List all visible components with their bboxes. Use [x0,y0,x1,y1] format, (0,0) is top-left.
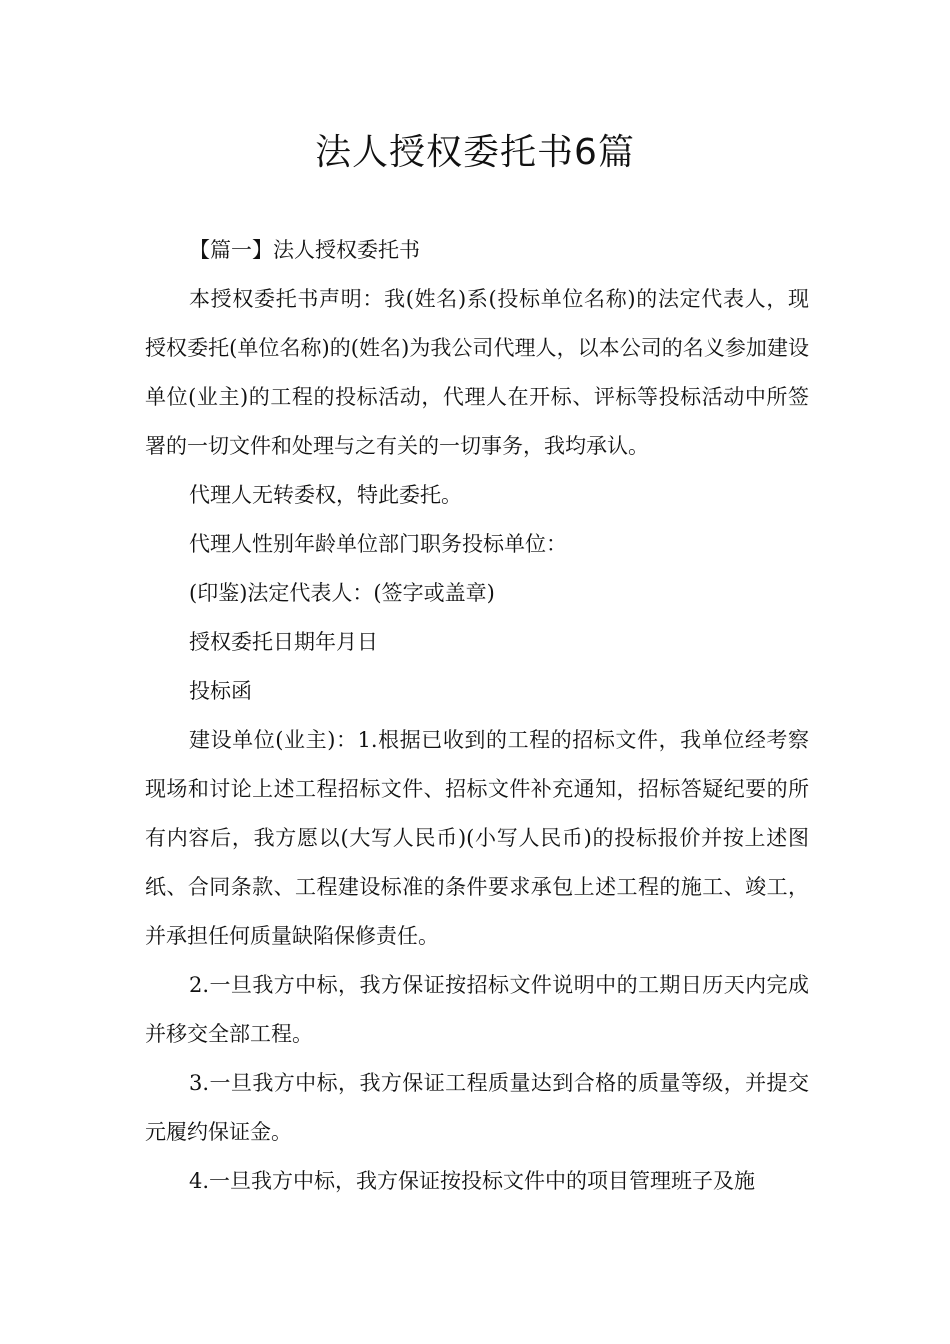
paragraph: 代理人性别年龄单位部门职务投标单位： [189,532,567,556]
paragraph: 建设单位(业主)：1.根据已收到的工程的招标文件，我单位经考察现场和讨论上述工程招标文件、招标文件补充通知，招标答疑纪要的所有内容后，我方愿以(大写人民币)(小写人民币)的投标报价并按上述图纸、合同条款、工程建设标准的条件要求承包上述工程的施工、竣工，并承担任何质量缺陷保修责任。 [145,728,809,948]
paragraph: 授权委托日期年月日 [189,630,378,654]
paragraph: 代理人无转委权，特此委托。 [189,483,462,507]
paragraph: 2.一旦我方中标，我方保证按招标文件说明中的工期日历天内完成并移交全部工程。 [145,973,809,1046]
document-title: 法人授权委托书6篇 [315,132,635,173]
paragraph: (印鉴)法定代表人：(签字或盖章) [189,581,495,605]
document-body [145,226,809,1206]
paragraph: 3.一旦我方中标，我方保证工程质量达到合格的质量等级，并提交元履约保证金。 [145,1071,809,1144]
paragraph: 本授权委托书声明：我(姓名)系(投标单位名称)的法定代表人，现授权委托(单位名称)的(姓名)为我公司代理人，以本公司的名义参加建设单位(业主)的工程的投标活动，代理人在开标、评标等投标活动中所签署的一切文件和处理与之有关的一切事务，我均承认。 [145,287,809,458]
section-heading: 【篇一】法人授权委托书 [189,238,420,262]
paragraph: 4.一旦我方中标，我方保证按投标文件中的项目管理班子及施 [189,1169,756,1193]
paragraph: 投标函 [189,679,252,703]
